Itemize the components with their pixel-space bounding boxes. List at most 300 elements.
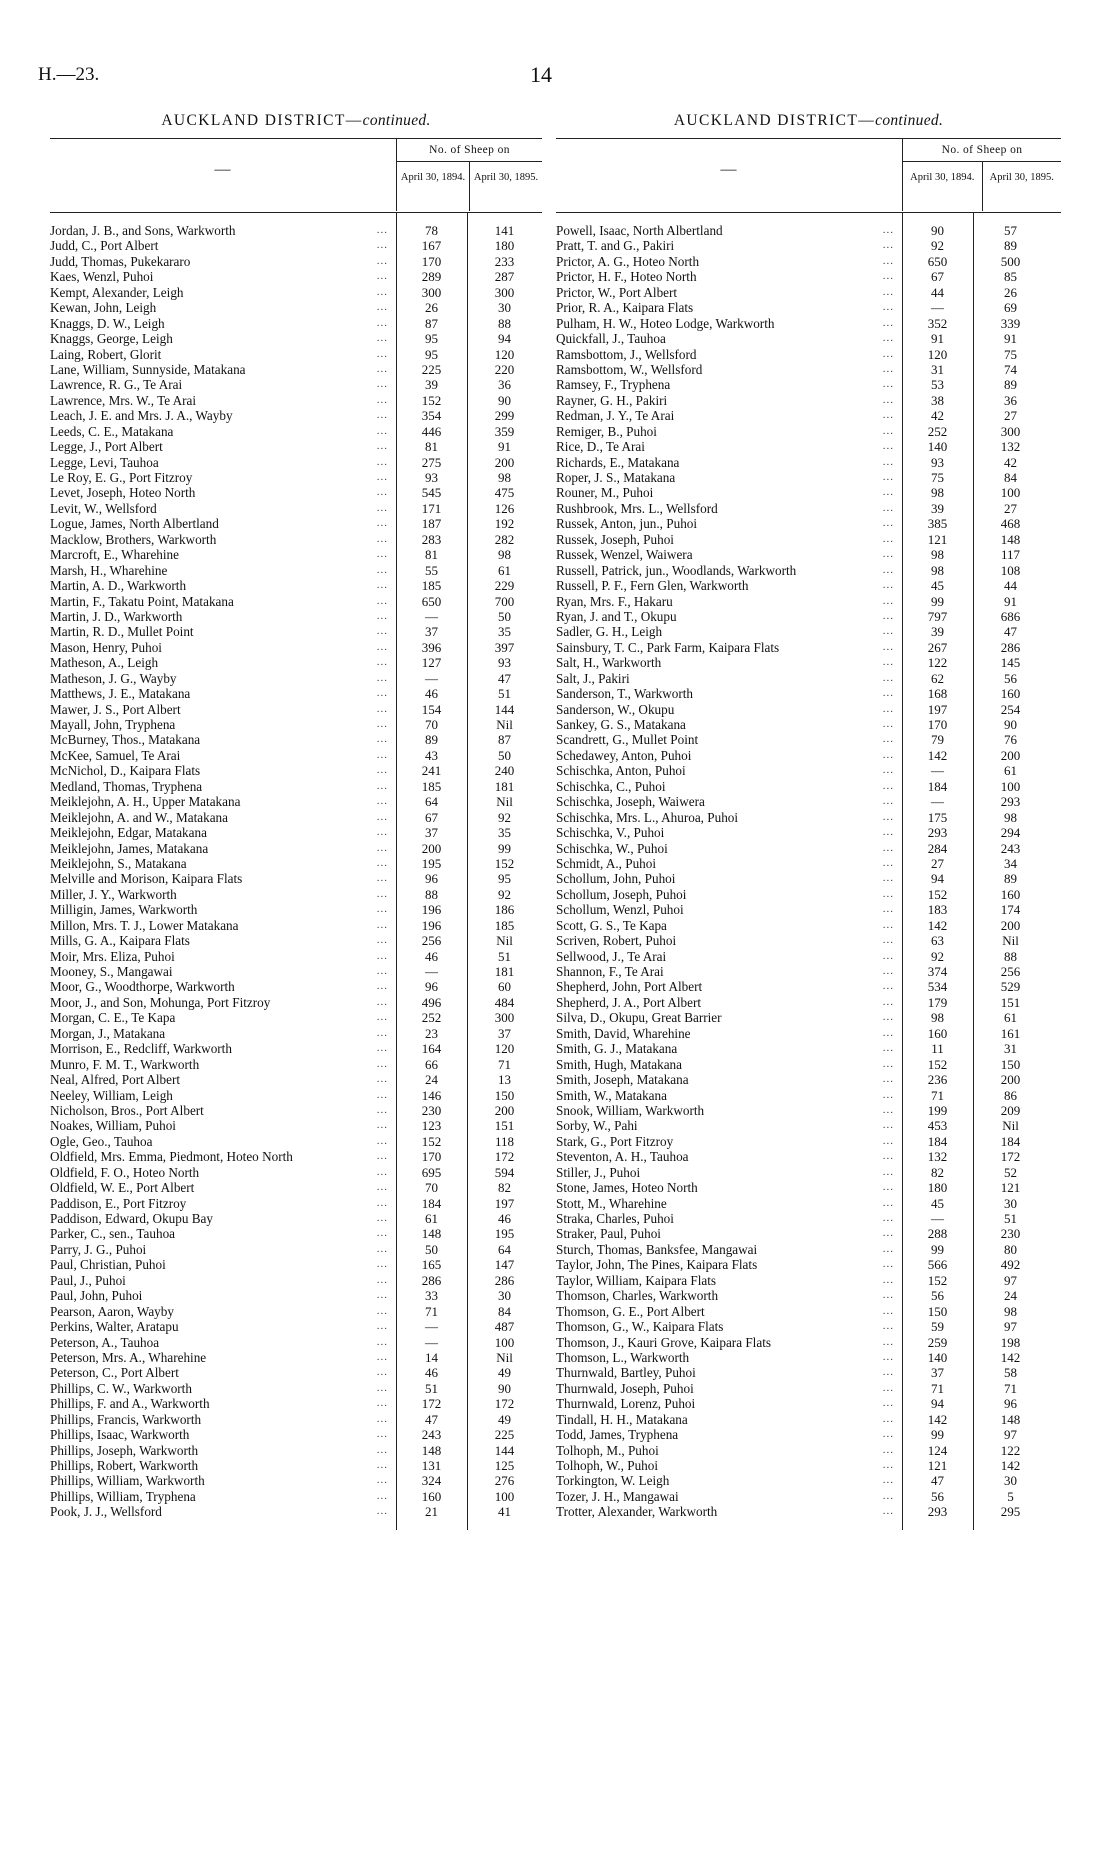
sheep-1894-cell: 140 [927, 439, 948, 455]
owner-cell [50, 424, 396, 439]
owner-cell [50, 902, 396, 917]
sheep-1894-cell: 46 [425, 948, 438, 964]
table-row [556, 1041, 1061, 1056]
table-row [50, 1257, 542, 1272]
owner-name: Mooney, S., Mangawai [50, 964, 176, 979]
table-row [50, 254, 542, 269]
owner-name: Levit, W., Wellsford [50, 501, 160, 516]
owner-name: Meiklejohn, A. and W., Matakana [50, 810, 231, 825]
owner-name: McNichol, D., Kaipara Flats [50, 763, 203, 778]
sheep-1894-cell: 148 [421, 1226, 442, 1242]
sheep-1895-cell: 492 [1000, 1257, 1021, 1273]
sheep-1895-cell: 30 [498, 1288, 511, 1304]
owner-cell [556, 393, 902, 408]
sheep-1895-cell: 100 [1000, 778, 1021, 794]
table-row [50, 269, 542, 284]
owner-name: Pearson, Aaron, Wayby [50, 1304, 177, 1319]
owner-name: Russell, P. F., Fern Glen, Warkworth [556, 578, 752, 593]
table-row [50, 408, 542, 423]
owner-name: Prior, R. A., Kaipara Flats [556, 300, 696, 315]
leader-dots: ... [376, 1088, 388, 1101]
sheep-1895-cell: 144 [494, 1442, 515, 1458]
sheep-1894-cell: 46 [425, 1365, 438, 1381]
table-row [50, 763, 542, 778]
table-row [50, 377, 542, 392]
table-row [50, 609, 542, 624]
owner-name: Pratt, T. and G., Pakiri [556, 238, 677, 253]
table-row [556, 732, 1061, 747]
owner-name: Tolhoph, W., Puhoi [556, 1458, 661, 1473]
owner-name: Shepherd, J. A., Port Albert [556, 995, 704, 1010]
sheep-1894-cell: 142 [927, 747, 948, 763]
sheep-1894-cell: — [425, 1319, 438, 1335]
sheep-1894-cell: 38 [931, 392, 944, 408]
leader-dots: ... [376, 224, 388, 236]
owner-cell [556, 223, 902, 238]
table-row [556, 532, 1061, 547]
owner-cell [556, 532, 902, 547]
sheep-1895-cell: 152 [494, 855, 515, 871]
owner-cell [50, 594, 396, 609]
owner-cell [556, 347, 902, 362]
owner-cell [50, 1504, 396, 1519]
leader-dots: ... [882, 301, 894, 314]
sheep-1895-cell: 184 [1000, 1133, 1021, 1149]
owner-name: Ramsbottom, W., Wellsford [556, 362, 705, 377]
sheep-1895-cell: 144 [494, 701, 515, 717]
sheep-1894-cell: 27 [931, 855, 944, 871]
sheep-1895-cell: 87 [498, 732, 511, 748]
sheep-1895-cell: 69 [1004, 300, 1017, 316]
owner-cell [556, 748, 902, 763]
owner-cell [556, 1211, 902, 1226]
owner-cell [50, 1350, 396, 1365]
owner-cell [50, 331, 396, 346]
sheep-1894-cell: 175 [927, 809, 948, 825]
sheep-1894-cell: 160 [421, 1488, 442, 1504]
leader-dots: ... [376, 995, 388, 1008]
sheep-1894-cell: 92 [931, 948, 944, 964]
owner-name: Neeley, William, Leigh [50, 1088, 176, 1103]
leader-dots: ... [882, 424, 894, 437]
owner-cell [556, 1273, 902, 1288]
leader-dots: ... [376, 1320, 388, 1333]
table-row [556, 1288, 1061, 1303]
owner-cell [556, 609, 902, 624]
table-row [556, 347, 1061, 362]
sheep-1895-cell: 91 [498, 439, 511, 455]
owner-name: Morgan, C. E., Te Kapa [50, 1010, 178, 1025]
owner-name: Matheson, J. G., Wayby [50, 671, 180, 686]
owner-cell [556, 1226, 902, 1241]
leader-dots: ... [882, 440, 894, 453]
owner-cell [556, 1427, 902, 1442]
owner-cell [556, 501, 902, 516]
owner-cell [50, 578, 396, 593]
sheep-1894-cell: 42 [931, 408, 944, 424]
name-column-header: — [214, 161, 231, 178]
owner-name: Powell, Isaac, North Albertland [556, 223, 726, 238]
sheep-1895-cell: 200 [494, 454, 515, 470]
sheep-1894-cell: 33 [425, 1288, 438, 1304]
sheep-1895-cell: 120 [494, 346, 515, 362]
sheep-1894-cell: 81 [425, 547, 438, 563]
table-row [50, 624, 542, 639]
sheep-1895-cell: 300 [1000, 423, 1021, 439]
owner-cell [50, 995, 396, 1010]
owner-cell [556, 763, 902, 778]
leader-dots: ... [882, 671, 894, 684]
owner-name: Mills, G. A., Kaipara Flats [50, 933, 193, 948]
sheep-1895-cell: 97 [1004, 1272, 1017, 1288]
owner-name: Kewan, John, Leigh [50, 300, 159, 315]
owner-name: Ramsbottom, J., Wellsford [556, 347, 699, 362]
owner-cell [50, 269, 396, 284]
owner-cell [50, 254, 396, 269]
owner-cell [556, 1242, 902, 1257]
owner-cell [556, 949, 902, 964]
sheep-1895-cell: 49 [498, 1411, 511, 1427]
sheep-1895-cell: 13 [498, 1072, 511, 1088]
table-row [50, 856, 542, 871]
sheep-1895-cell: 117 [1000, 547, 1021, 563]
sheep-1894-cell: — [425, 670, 438, 686]
sheep-1894-cell: 293 [927, 1504, 948, 1520]
table-row [50, 516, 542, 531]
sheep-1894-cell: 39 [425, 377, 438, 393]
owner-name: Moir, Mrs. Eliza, Puhoi [50, 949, 178, 964]
table-row [50, 1010, 542, 1025]
leader-dots: ... [376, 718, 388, 730]
owner-cell [556, 1257, 902, 1272]
owner-cell [50, 501, 396, 516]
owner-name: Millon, Mrs. T. J., Lower Matakana [50, 918, 242, 933]
owner-name: Martin, F., Takatu Point, Matakana [50, 594, 237, 609]
title-continued: continued. [362, 112, 431, 129]
left-table [50, 112, 542, 1520]
sheep-1895-cell: 100 [494, 1488, 515, 1504]
leader-dots: ... [882, 1134, 894, 1147]
table-row [556, 763, 1061, 778]
sheep-1895-cell: 594 [494, 1164, 515, 1180]
owner-name: Thurnwald, Lorenz, Puhoi [556, 1396, 698, 1411]
sheep-1894-cell: 197 [927, 701, 948, 717]
leader-dots: ... [882, 1304, 894, 1317]
table-header [556, 138, 1061, 213]
owner-cell [556, 1350, 902, 1365]
group-label: No. of Sheep on [397, 139, 542, 162]
sheep-1895-cell: 150 [1000, 1056, 1021, 1072]
owner-cell [556, 1026, 902, 1041]
leader-dots: ... [376, 640, 388, 653]
owner-name: Thomson, L., Warkworth [556, 1350, 692, 1365]
sheep-1894-cell: 91 [931, 331, 944, 347]
table-row [556, 1427, 1061, 1442]
owner-name: Peterson, Mrs. A., Wharehine [50, 1350, 209, 1365]
owner-name: Peterson, A., Tauhoa [50, 1335, 162, 1350]
table-row [50, 871, 542, 886]
sheep-1895-cell: Nil [496, 1349, 513, 1365]
leader-dots: ... [376, 795, 388, 808]
leader-dots: ... [882, 702, 894, 715]
leader-dots: ... [376, 1304, 388, 1317]
sheep-1895-cell: 47 [1004, 624, 1017, 640]
table-body [50, 213, 542, 1520]
owner-name: Scandrett, G., Mullet Point [556, 732, 701, 747]
sheep-1894-cell: 252 [927, 423, 948, 439]
sheep-1894-cell: 146 [421, 1087, 442, 1103]
owner-cell [50, 1427, 396, 1442]
right-table [556, 112, 1061, 1520]
sheep-1894-cell: 81 [425, 439, 438, 455]
sheep-1895-cell: 88 [1004, 948, 1017, 964]
table-row [50, 841, 542, 856]
owner-cell [50, 238, 396, 253]
owner-name: Torkington, W. Leigh [556, 1473, 672, 1488]
owner-name: Macklow, Brothers, Warkworth [50, 532, 219, 547]
owner-cell [50, 485, 396, 500]
table-row [50, 331, 542, 346]
leader-dots: ... [882, 1242, 894, 1255]
sheep-1894-cell: 98 [931, 562, 944, 578]
sheep-1894-cell: 288 [927, 1226, 948, 1242]
leader-dots: ... [376, 532, 388, 545]
page-number: 14 [530, 62, 552, 87]
owner-name: Martin, R. D., Mullet Point [50, 624, 197, 639]
table-row [556, 547, 1061, 562]
owner-cell [556, 1103, 902, 1118]
sheep-1894-cell: 293 [927, 825, 948, 841]
sheep-1894-cell: 26 [425, 300, 438, 316]
sheep-1894-cell: 98 [931, 1010, 944, 1026]
sheep-1895-cell: Nil [496, 933, 513, 949]
table-row [50, 1196, 542, 1211]
sheep-1894-cell: 92 [931, 238, 944, 254]
owner-cell [556, 979, 902, 994]
sheep-1895-cell: 142 [1000, 1349, 1021, 1365]
owner-name: Munro, F. M. T., Warkworth [50, 1057, 202, 1072]
owner-name: Ramsey, F., Tryphena [556, 377, 673, 392]
sheep-1895-cell: 24 [1004, 1288, 1017, 1304]
table-row [556, 1257, 1061, 1272]
sheep-1894-cell: 289 [421, 269, 442, 285]
owner-name: Mason, Henry, Puhoi [50, 640, 165, 655]
sheep-1895-cell: 30 [1004, 1195, 1017, 1211]
leader-dots: ... [376, 1057, 388, 1070]
owner-name: Rouner, M., Puhoi [556, 485, 656, 500]
owner-cell [556, 1196, 902, 1211]
table-row [556, 1242, 1061, 1257]
leader-dots: ... [376, 764, 388, 777]
owner-name: Knaggs, D. W., Leigh [50, 316, 168, 331]
sheep-1895-cell: 118 [494, 1133, 515, 1149]
leader-dots: ... [376, 1073, 388, 1086]
sheep-1895-cell: 97 [1004, 1427, 1017, 1443]
owner-cell [556, 408, 902, 423]
owner-cell [50, 794, 396, 809]
owner-name: Legge, J., Port Albert [50, 439, 166, 454]
sheep-1895-cell: 35 [498, 624, 511, 640]
table-row [50, 933, 542, 948]
owner-name: Schischka, Anton, Puhoi [556, 763, 689, 778]
sheep-1894-cell: 99 [931, 1427, 944, 1443]
owner-cell [556, 1149, 902, 1164]
owner-name: Morgan, J., Matakana [50, 1026, 168, 1041]
sheep-1894-cell: 70 [425, 1180, 438, 1196]
sheep-1894-cell: 152 [421, 392, 442, 408]
table-row [50, 1504, 542, 1519]
owner-name: Tolhoph, M., Puhoi [556, 1443, 662, 1458]
table-row [556, 1196, 1061, 1211]
leader-dots: ... [376, 779, 388, 792]
leader-dots: ... [376, 1381, 388, 1394]
sheep-1895-cell: 209 [1000, 1102, 1021, 1118]
sheep-1894-cell: 79 [931, 732, 944, 748]
owner-cell [556, 902, 902, 917]
sheep-1895-cell: 475 [494, 485, 515, 501]
owner-name: Schischka, Mrs. L., Ahuroa, Puhoi [556, 810, 741, 825]
table-row [556, 1149, 1061, 1164]
owner-cell [556, 362, 902, 377]
owner-name: Moor, G., Woodthorpe, Warkworth [50, 979, 238, 994]
sheep-1894-cell: 170 [421, 1149, 442, 1165]
owner-cell [556, 856, 902, 871]
table-row [556, 624, 1061, 639]
owner-name: Phillips, William, Warkworth [50, 1473, 208, 1488]
table-row [50, 1180, 542, 1195]
owner-name: Schmidt, A., Puhoi [556, 856, 659, 871]
owner-name: Redman, J. Y., Te Arai [556, 408, 677, 423]
leader-dots: ... [882, 486, 894, 499]
sheep-1894-cell: 225 [421, 361, 442, 377]
leader-dots: ... [882, 1042, 894, 1055]
sheep-1894-cell: 95 [425, 331, 438, 347]
table-row [556, 501, 1061, 516]
leader-dots: ... [882, 841, 894, 854]
owner-cell [556, 1118, 902, 1133]
sheep-1894-cell: — [425, 608, 438, 624]
owner-cell [556, 732, 902, 747]
owner-cell [50, 1103, 396, 1118]
sheep-1894-cell: — [931, 763, 944, 779]
owner-name: Marsh, H., Wharehine [50, 563, 170, 578]
table-row [50, 748, 542, 763]
owner-cell [556, 470, 902, 485]
leader-dots: ... [376, 393, 388, 406]
sheep-1895-cell: 299 [494, 408, 515, 424]
owner-cell [556, 871, 902, 886]
table-row [556, 887, 1061, 902]
leader-dots: ... [882, 1057, 894, 1070]
table-row [556, 578, 1061, 593]
owner-cell [556, 547, 902, 562]
sheep-1895-cell: 161 [1000, 1025, 1021, 1041]
sheep-1895-cell: 172 [494, 1396, 515, 1412]
table-row [556, 686, 1061, 701]
owner-cell [556, 640, 902, 655]
sheep-1895-cell: 51 [498, 948, 511, 964]
owner-name: Todd, James, Tryphena [556, 1427, 681, 1442]
owner-cell [556, 1381, 902, 1396]
sheep-1895-cell: 151 [1000, 994, 1021, 1010]
sheep-1894-cell: 87 [425, 315, 438, 331]
owner-name: Sanderson, T., Warkworth [556, 686, 696, 701]
leader-dots: ... [376, 579, 388, 592]
owner-cell [556, 686, 902, 701]
leader-dots: ... [376, 1150, 388, 1163]
owner-cell [556, 1134, 902, 1149]
leader-dots: ... [376, 934, 388, 947]
sheep-1894-cell: 496 [421, 994, 442, 1010]
sheep-1895-cell: 64 [498, 1241, 511, 1257]
sheep-1894-cell: 183 [927, 902, 948, 918]
owner-cell [50, 779, 396, 794]
sheep-1894-cell: 88 [425, 886, 438, 902]
leader-dots: ... [376, 332, 388, 345]
sheep-1894-cell: — [425, 964, 438, 979]
table-row [556, 717, 1061, 732]
owner-name: Martin, J. D., Warkworth [50, 609, 185, 624]
leader-dots: ... [376, 1273, 388, 1286]
table-row [556, 748, 1061, 763]
table-row [556, 1381, 1061, 1396]
owner-name: Taylor, John, The Pines, Kaipara Flats [556, 1257, 760, 1272]
sheep-1895-cell: 150 [494, 1087, 515, 1103]
table-row [556, 1319, 1061, 1334]
leader-dots: ... [882, 1350, 894, 1363]
sheep-1895-cell: 220 [494, 361, 515, 377]
owner-name: Stott, M., Wharehine [556, 1196, 670, 1211]
table-row [50, 1072, 542, 1087]
owner-name: Logue, James, North Albertland [50, 516, 222, 531]
leader-dots: ... [882, 656, 894, 669]
leader-dots: ... [882, 1381, 894, 1394]
title-main: AUCKLAND DISTRICT— [673, 112, 876, 129]
sheep-1894-cell: 164 [421, 1041, 442, 1057]
sheep-1894-cell: 64 [425, 794, 438, 810]
leader-dots: ... [376, 594, 388, 607]
sheep-1894-cell: 252 [421, 1010, 442, 1026]
leader-dots: ... [376, 609, 388, 622]
sheep-1894-cell: 53 [931, 377, 944, 393]
table-row [556, 1088, 1061, 1103]
leader-dots: ... [376, 501, 388, 514]
sheep-1895-cell: 30 [1004, 1473, 1017, 1489]
sheep-1895-cell: 293 [1000, 794, 1021, 810]
sheep-1895-cell: 100 [494, 1334, 515, 1350]
owner-name: Phillips, Joseph, Warkworth [50, 1443, 201, 1458]
leader-dots: ... [882, 1196, 894, 1209]
leader-dots: ... [882, 980, 894, 993]
leader-dots: ... [376, 656, 388, 669]
sheep-1894-cell: 170 [927, 717, 948, 732]
owner-cell [50, 624, 396, 639]
owner-cell [556, 810, 902, 825]
owner-cell [50, 609, 396, 624]
owner-name: Levet, Joseph, Hoteo North [50, 485, 198, 500]
owner-name: Kaes, Wenzl, Puhoi [50, 269, 156, 284]
table-row [50, 1088, 542, 1103]
sheep-1895-cell: Nil [496, 717, 513, 732]
table-row [50, 347, 542, 362]
owner-name: Sanderson, W., Okupu [556, 702, 677, 717]
sheep-1895-cell: 85 [1004, 269, 1017, 285]
sheep-1895-cell: 294 [1000, 825, 1021, 841]
sheep-1894-cell: 152 [421, 1133, 442, 1149]
sheep-1894-cell: 152 [927, 886, 948, 902]
sheep-1895-cell: 295 [1000, 1504, 1021, 1520]
owner-cell [50, 300, 396, 315]
